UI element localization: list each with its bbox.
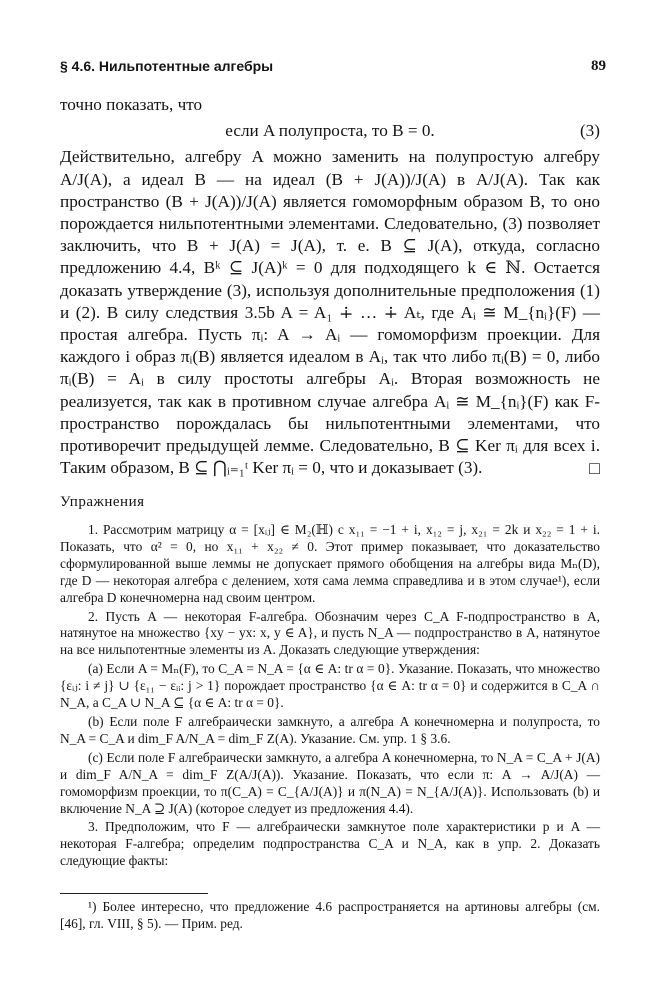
exercise-1: 1. Рассмотрим матрицу α = [xᵢⱼ] ∈ M₂(ℍ) с x₁₁ = −1 + i, x₁₂ = j, x₂₁ = 2k и x₂₂ = 1 + i. Показать, что α² = 0, но x₁₁ + x₂₂ ≠ 0. Этот пример показывает, что доказательство сформулированной выше леммы не допускает прямого обобщения на алгебры вида Mₙ(D), где D — некоторая алгебра с делением, хотя сама лемма справедлива и в этом случае¹), если алгебра D конечномерна над своим центром. [60, 522, 600, 605]
display-formula [60, 120, 600, 142]
exercises-list [60, 522, 600, 872]
section-title: § 4.6. Нильпотентные алгебры [60, 58, 274, 74]
running-header [60, 58, 606, 80]
qed-symbol: □ [589, 458, 600, 479]
exercise-3: 3. Предположим, что F — алгебраически замкнутое поле характеристики p и A — некоторая F-алгебра; определим подпространства C_A и N_A, как в упр. 2. Доказать следующие факты: [60, 819, 600, 869]
page-number: 89 [591, 58, 606, 74]
exercise-2b: (b) Если поле F алгебраически замкнуто, а алгебра A конечномерна и полупроста, то N_A = C_A и dim_F A/N_A = dim_F Z(A). Указание. См. упр. 1 § 3.6. [60, 713, 600, 746]
proof-paragraph [60, 146, 600, 479]
footnote-text: ¹) Более интересно, что предложение 4.6 распространяется на артиновы алгебры (см. [46], гл. VIII, § 5). — Прим. ред. [60, 899, 600, 931]
main-text [60, 94, 600, 479]
footnote [60, 898, 600, 932]
formula-text: если A полупроста, то B = 0. [225, 121, 435, 141]
exercise-2a: (a) Если A = Mₙ(F), то C_A = N_A = {α ∈ A: tr α = 0}. Указание. Показать, что множество {εᵢⱼ: i ≠ j} ∪ {ε₁₁ − εᵢᵢ: j > 1} порождает пространство {α ∈ A: tr α = 0} и содержится в C_A ∩ N_A, а C_A ∪ N_A ⊆ {α ∈ A: tr α = 0}. [60, 661, 600, 711]
lead-line: точно показать, что [60, 95, 203, 114]
proof-text: Действительно, алгебру A можно заменить на полупростую алгебру A/J(A), а идеал B — на идеал (B + J(A))/J(A) в A/J(A). Так как пространство (B + J(A))/J(A) является гомоморфным образом B, то оно порождается нильпотентными элементами. Следовательно, (3) позволяет заключить, что B + J(A) = J(A), т. е. B ⊆ J(A), откуда, согласно предложению 4.4, Bᵏ ⊆ J(A)ᵏ = 0 для подходящего k ∈ ℕ. Остается доказать утверждение (3), используя дополнительные предположения (1) и (2). В силу следствия 3.5b A = A₁ ∔ … ∔ Aₜ, где Aᵢ ≅ M_{nᵢ}(F) — простая алгебра. Пусть πᵢ: A → Aᵢ — гомоморфизм проекции. Для каждого i образ πᵢ(B) является идеалом в Aᵢ, так что либо πᵢ(B) = 0, либо πᵢ(B) = Aᵢ в силу простоты алгебры Aᵢ. Вторая возможность не реализуется, так как в противном случае алгебра Aᵢ ≅ M_{nᵢ}(F) как F-пространство порождалась бы нильпотентными элементами, что противоречит предыдущей лемме. Следовательно, B ⊆ Ker πᵢ для всех i. Таким образом, B ⊆ ⋂ᵢ₌₁ᵗ Ker πᵢ = 0, что и доказывает (3). [60, 147, 600, 478]
exercise-2: 2. Пусть A — некоторая F-алгебра. Обозначим через C_A F-подпространство в A, натянутое на множество {xy − yx: x, y ∈ A}, и пусть N_A — подпространство в A, натянутое на все нильпотентные элементы из A. Доказать следующие утверждения: [60, 608, 600, 658]
exercise-2c: (c) Если поле F алгебраически замкнуто, а алгебра A конечномерна, то N_A = C_A + J(A) и dim_F A/N_A = dim_F Z(A/J(A)). Указание. Показать, что если π: A → A/J(A) — гомоморфизм проекции, то π(C_A) = C_{A/J(A)} и π(N_A) = N_{A/J(A)}. Использовать (b) и включение N_A ⊇ J(A) (которое следует из предложения 4.4). [60, 749, 600, 816]
formula-number: (3) [579, 121, 600, 141]
footnote-rule [60, 893, 208, 894]
exercises-heading: Упражнения [60, 494, 145, 510]
